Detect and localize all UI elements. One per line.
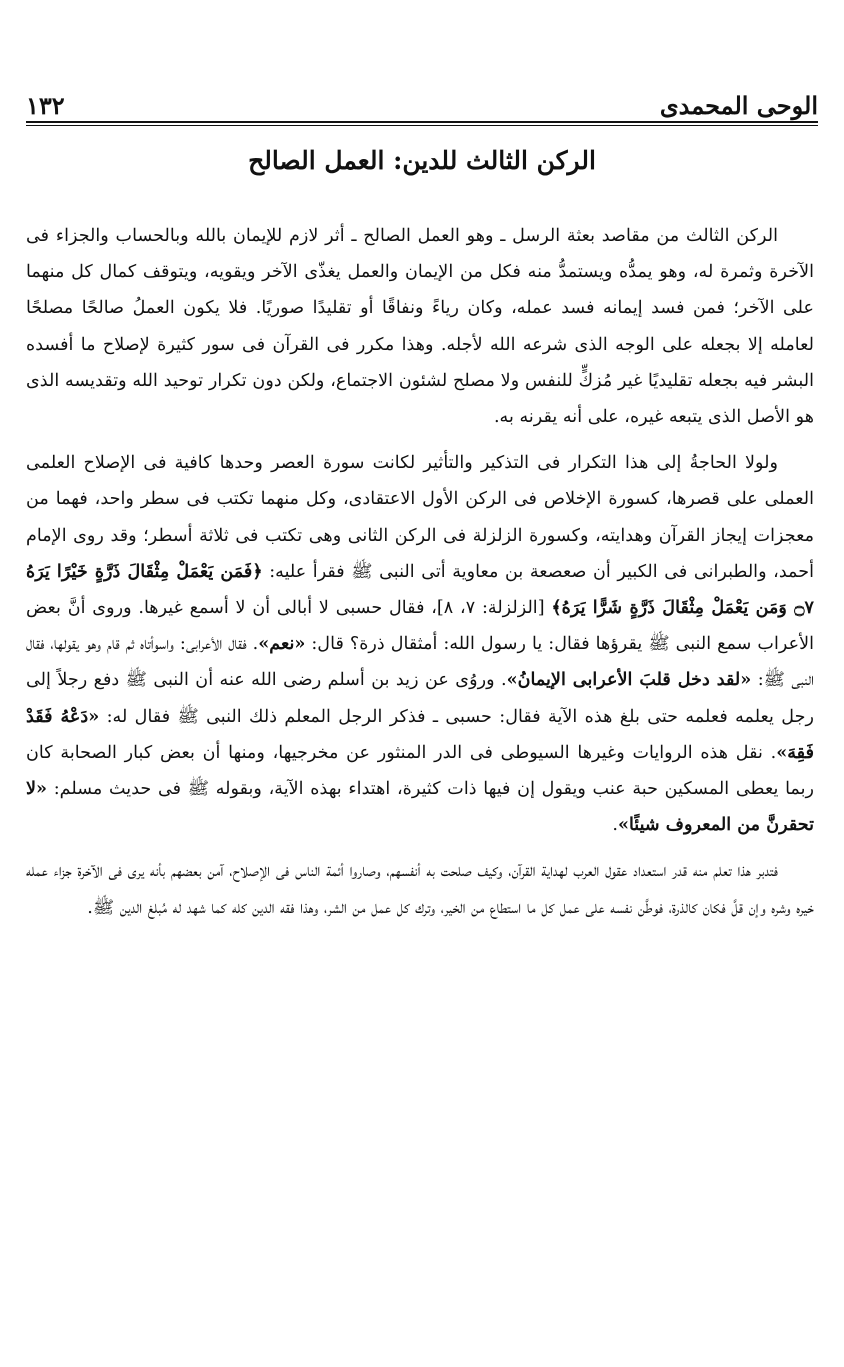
paragraph-2-text: .	[612, 815, 618, 836]
paragraph-2-text: . نقل هذه الروايات وغيرها السيوطى فى الدر المنثور عن مخرجيها، ومنها أن بعض كبار الصحابة كان ربما يعطى المسكين حبة عنب ويقول إن فيها ذات كثيرة، اهتداء بهذه الآية، وبقوله ﷺ فى حديث مسلم:	[26, 742, 814, 800]
page-number: ١٣٢	[26, 91, 65, 120]
paragraph-2-text: [الزلزلة: ٧، ٨]، فقال حسبى لا أبالى أن لا أسمع غيرها. وروى أنَّ بعض الأعراب سمع النبى ﷺ يقرؤها فقال: يا رسول الله: أمثقال ذرة؟ قال:	[26, 598, 814, 655]
running-title: الوحى المحمدى	[659, 91, 818, 120]
paragraph-2	[26, 445, 814, 843]
hadith-quote: «لقد دخل قلبَ الأعرابى الإيمانُ»	[506, 669, 752, 691]
hadith-quote: «لا تحقرنَّ من المعروف شيئًا»	[26, 778, 814, 836]
paragraph-2-text: . فقال الأعرابى: واسوأتاه ثم قام وهو يقولها، فقال النبى ﷺ:	[26, 634, 815, 691]
paragraph-2-text: . وروُى عن زيد بن أسلم رضى الله عنه أن النبى ﷺ دفع رجلاً إلى رجل يعلمه فعلمه حتى بلغ هذه الآية فقال: حسبى ـ فذكر الرجل المعلم ذلك النبى ﷺ فقال له:	[26, 670, 814, 727]
hadith-quote: «نعم»	[258, 633, 306, 655]
paragraph-1: الركن الثالث من مقاصد بعثة الرسل ـ وهو العمل الصالح ـ أثر لازم للإيمان بالله وبالحساب والجزاء فى الآخرة وثمرة له، وهو يمدُّه ويستمدُّ منه فكل من الإيمان والعمل يغذّى الآخر ويقويه، ويتوقف كمال كل منهما على الآخر؛ فمن فسد إيمانه فسد عمله، وكان رياءً ونفاقًا أو تقليدًا صوريًا. فلا يكون العملُ صالحًا مصلحًا لعامله إلا بجعله على الوجه الذى شرعه الله لأجله. وهذا مكرر فى القرآن فى سور كثيرة لإصلاح ما أفسده البشر فيه بجعله تقليديًا غير مُزكٍّ للنفس ولا مصلح لشئون الاجتماع، ولكن دون تكرار توحيد الله وتقديسه الذى هو الأصل الذى يتبعه غيره، على أنه يقرنه به.	[26, 226, 814, 428]
running-header	[26, 76, 818, 120]
body-text	[26, 218, 814, 926]
paragraph-3: فتدبر هذا تعلم منه قدر استعداد عقول العرب لهداية القرآن، وكيف صلحت به أنفسهم، وصاروا أئمة الناس فى الإصلاح، آمن بعضهم بأنه يرى فى الآخرة جزاء عمله خيره وشره وإن قلَّ فكان كالذرة، فوطَّن نفسه على عمل كل ما استطاع من الخير، وترك كل عمل من الشر، وهذا فقه الدين كله كما شهد له مُبلغ الدين ﷺ.	[26, 861, 814, 918]
paragraph-2-text: ولولا الحاجةُ إلى هذا التكرار فى التذكير والتأثير لكانت سورة العصر وحدها كافية فى الإصلاح العلمى العملى على قصرها، كسورة الإخلاص فى الركن الأول الاعتقادى، وكل منهما تكتب فى سطر واحد، فهما من معجزات إيجاز القرآن وهدايته، وكسورة الزلزلة فى الركن الثانى وهى تكتب فى ثلاثة أسطر؛ وقد روى الإمام أحمد، والطبرانى فى الكبير أن صعصعة بن معاوية أتى النبى ﷺ فقرأ عليه:	[26, 453, 814, 582]
header-rule	[26, 121, 818, 123]
hadith-quote: «دَعْهُ فَقَدْ فَقِهَ»	[26, 705, 814, 763]
section-title: الركن الثالث للدين: العمل الصالح	[248, 146, 596, 175]
quran-verse: ﴿فَمَن يَعْمَلْ مِثْقَالَ ذَرَّةٍ خَيْرًا يَرَهُ ۝٧ وَمَن يَعْمَلْ مِثْقَالَ ذَرَّةٍ شَرًّا يَرَهُ﴾	[26, 560, 814, 619]
header-rule-thin	[26, 125, 818, 126]
